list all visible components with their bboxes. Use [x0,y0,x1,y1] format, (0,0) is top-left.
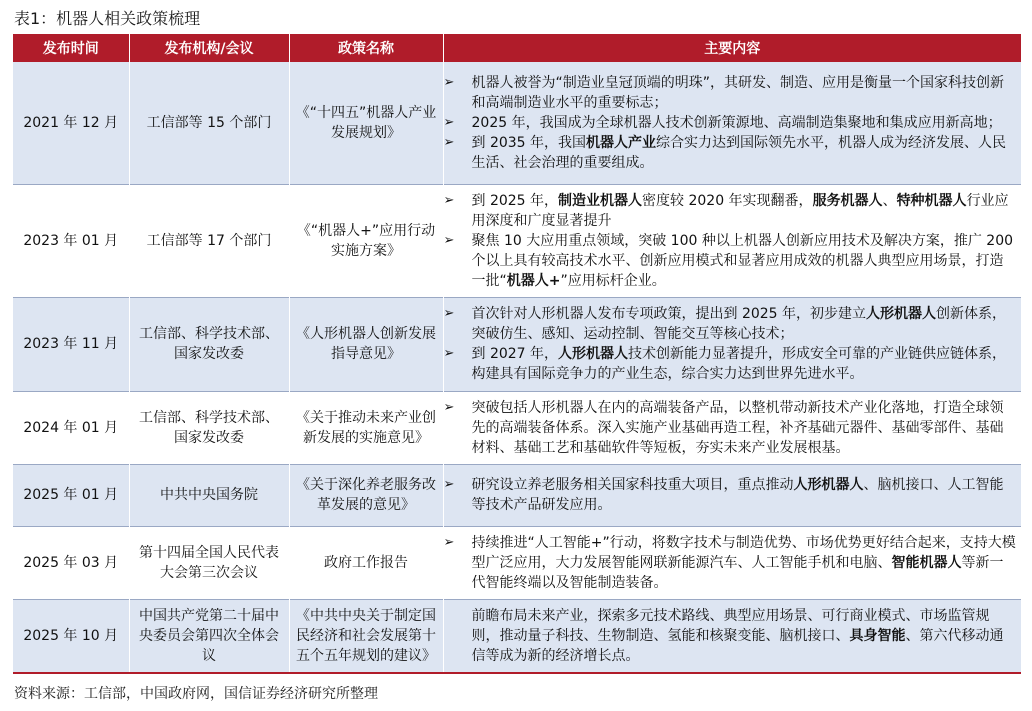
bullet-text [472,133,1018,173]
cell-content [443,297,1021,391]
arrow-bullet-icon: ➢ [443,232,455,248]
text-segment: 到 2035 年，我国 [471,134,587,151]
bold-keyword: 服务机器人 [812,192,883,209]
content-bullet [444,475,1018,515]
table-row [13,391,1021,464]
text-segment: 研究设立养老服务相关国家科技重大项目，重点推动 [471,477,794,493]
bullet-text [472,73,1018,113]
header-content: 主要内容 [443,34,1021,62]
bold-keyword: 机器人+ [506,272,561,289]
text-segment: 、脑机接口、人工智能等技术产品研发应用。 [471,477,1004,513]
bullet-text [472,231,1018,291]
content-bullet [444,344,1018,384]
bold-keyword: 人形机器人 [793,477,864,493]
text-segment: 首次针对人形机器人发布专项政策，提出到 2025 年，初步建立 [471,306,867,322]
content-bullet [444,113,1018,133]
cell-content [443,62,1021,184]
text-segment: 技术创新能力显著提升，形成安全可靠的产业链供应链体系，构建具有国际竞争力的产业生态，综合实力达到世界先进水平。 [471,346,1007,382]
bold-keyword: 具身智能 [849,627,906,644]
cell-content [443,391,1021,464]
cell-org: 中共中央国务院 [129,464,289,526]
cell-policy: 《“机器人+”应用行动实施方案》 [289,184,443,297]
bold-keyword: 制造业机器人 [558,192,643,209]
content-bullet [444,133,1018,173]
bold-keyword: 机器人产业 [586,134,657,151]
bold-keyword: 智能机器人 [891,554,962,571]
text-segment: 持续推进“人工智能+”行动，将数字技术与制造优势、市场优势更好结合起来，支持大模型广泛应用，大力发展智能网联新能源汽车、人工智能手机和电脑、 [471,534,1016,571]
text-segment: 行业应用深度和广度显著提升 [471,192,1009,229]
cell-date: 2023 年 11 月 [13,297,129,391]
bold-keyword: 特种机器人 [896,192,967,209]
bullet-text [472,533,1018,593]
bold-keyword: 人形机器人 [558,346,629,362]
text-segment: 密度较 2020 年实现翻番， [642,192,813,209]
bullet-text [472,304,1018,344]
bullet-text [472,191,1018,231]
cell-date: 2021 年 12 月 [13,62,129,184]
cell-org: 第十四届全国人民代表大会第三次会议 [129,526,289,599]
content-bullet [444,73,1018,113]
arrow-bullet-icon: ➢ [443,346,455,361]
text-segment: 到 2027 年， [471,346,559,362]
table-header-row [13,34,1021,62]
content-bullet [444,191,1018,231]
bullet-text [444,606,1018,666]
text-segment: 创新体系，突破仿生、感知、运动控制、智能交互等核心技术； [471,306,1007,342]
source-note: 资料来源：工信部，中国政府网，国信证券经济研究所整理 [14,686,378,702]
table-title: 表1：机器人相关政策梳理 [14,9,201,28]
cell-content [443,599,1021,673]
content-bullet [444,231,1018,291]
cell-content [443,464,1021,526]
cell-date: 2025 年 03 月 [13,526,129,599]
text-segment: 、 [882,192,897,209]
bullet-text [472,398,1018,458]
text-segment: 等新一代智能终端以及智能制造装备。 [471,554,1004,591]
content-bullet [444,606,1018,666]
cell-org: 工信部、科学技术部、国家发改委 [129,297,289,391]
text-segment: 前瞻布局未来产业，探索多元技术路线、典型应用场景、可行商业模式、市场监管规则，推动量子科技、生物制造、氢能和核聚变能、脑机接口、 [471,607,990,644]
cell-policy: 《中共中央关于制定国民经济和社会发展第十五个五年规划的建议》 [289,599,443,673]
arrow-bullet-icon: ➢ [443,134,455,150]
table-row [13,599,1021,673]
bold-keyword: 人形机器人 [866,306,937,322]
text-segment: 突破包括人形机器人在内的高端装备产品，以整机带动新技术产业化落地，打造全球领先的高端装备体系。深入实施产业基础再造工程，补齐基础元器件、基础零部件、基础材料、基础工艺和基础软件等短板，夯实未来产业发展根基。 [471,399,1004,456]
bullet-text [472,344,1018,384]
arrow-bullet-icon: ➢ [443,74,455,90]
cell-date: 2023 年 01 月 [13,184,129,297]
text-segment: 到 2025 年， [471,192,559,209]
content-bullet [444,533,1018,593]
cell-org: 中国共产党第二十届中央委员会第四次全体会议 [129,599,289,673]
arrow-bullet-icon: ➢ [443,534,455,550]
cell-org: 工信部等 15 个部门 [129,62,289,184]
cell-policy: 政府工作报告 [289,526,443,599]
cell-policy: 《关于推动未来产业创新发展的实施意见》 [289,391,443,464]
header-date: 发布时间 [13,34,129,62]
header-org: 发布机构/会议 [129,34,289,62]
text-segment: 2025 年，我国成为全球机器人技术创新策源地、高端制造集聚地和集成应用新高地； [471,114,1002,131]
policy-table [13,34,1021,674]
cell-policy: 《人形机器人创新发展指导意见》 [289,297,443,391]
content-bullet [444,398,1018,458]
table-row [13,464,1021,526]
table-row [13,184,1021,297]
table-row [13,297,1021,391]
cell-org: 工信部、科学技术部、国家发改委 [129,391,289,464]
text-segment: ”应用标杆企业。 [560,272,666,289]
text-segment: 聚焦 10 大应用重点领域，突破 100 种以上机器人创新应用技术及解决方案，推广 200 个以上具有较高技术水平、创新应用模式和显著应用成效的机器人典型应用场景，打造一批“ [471,232,1014,289]
text-segment: 综合实力达到国际领先水平，机器人成为经济发展、人民生活、社会治理的重要组成。 [471,134,1007,171]
cell-org: 工信部等 17 个部门 [129,184,289,297]
cell-policy: 《“十四五”机器人产业发展规划》 [289,62,443,184]
arrow-bullet-icon: ➢ [443,399,455,415]
text-segment: 机器人被誉为“制造业皇冠顶端的明珠”，其研发、制造、应用是衡量一个国家科技创新和高端制造业水平的重要标志； [471,74,1005,111]
cell-content [443,184,1021,297]
arrow-bullet-icon: ➢ [443,306,455,321]
text-segment: 、第六代移动通信等成为新的经济增长点。 [471,627,1004,664]
cell-policy: 《关于深化养老服务改革发展的意见》 [289,464,443,526]
cell-date: 2025 年 10 月 [13,599,129,673]
table-row [13,62,1021,184]
content-bullet [444,304,1018,344]
arrow-bullet-icon: ➢ [443,477,455,492]
cell-date: 2024 年 01 月 [13,391,129,464]
bullet-text [472,113,1018,133]
arrow-bullet-icon: ➢ [443,192,455,208]
cell-date: 2025 年 01 月 [13,464,129,526]
table-row [13,526,1021,599]
cell-content [443,526,1021,599]
bullet-text [472,475,1018,515]
arrow-bullet-icon: ➢ [443,114,455,130]
header-policy: 政策名称 [289,34,443,62]
table-body [13,62,1021,673]
